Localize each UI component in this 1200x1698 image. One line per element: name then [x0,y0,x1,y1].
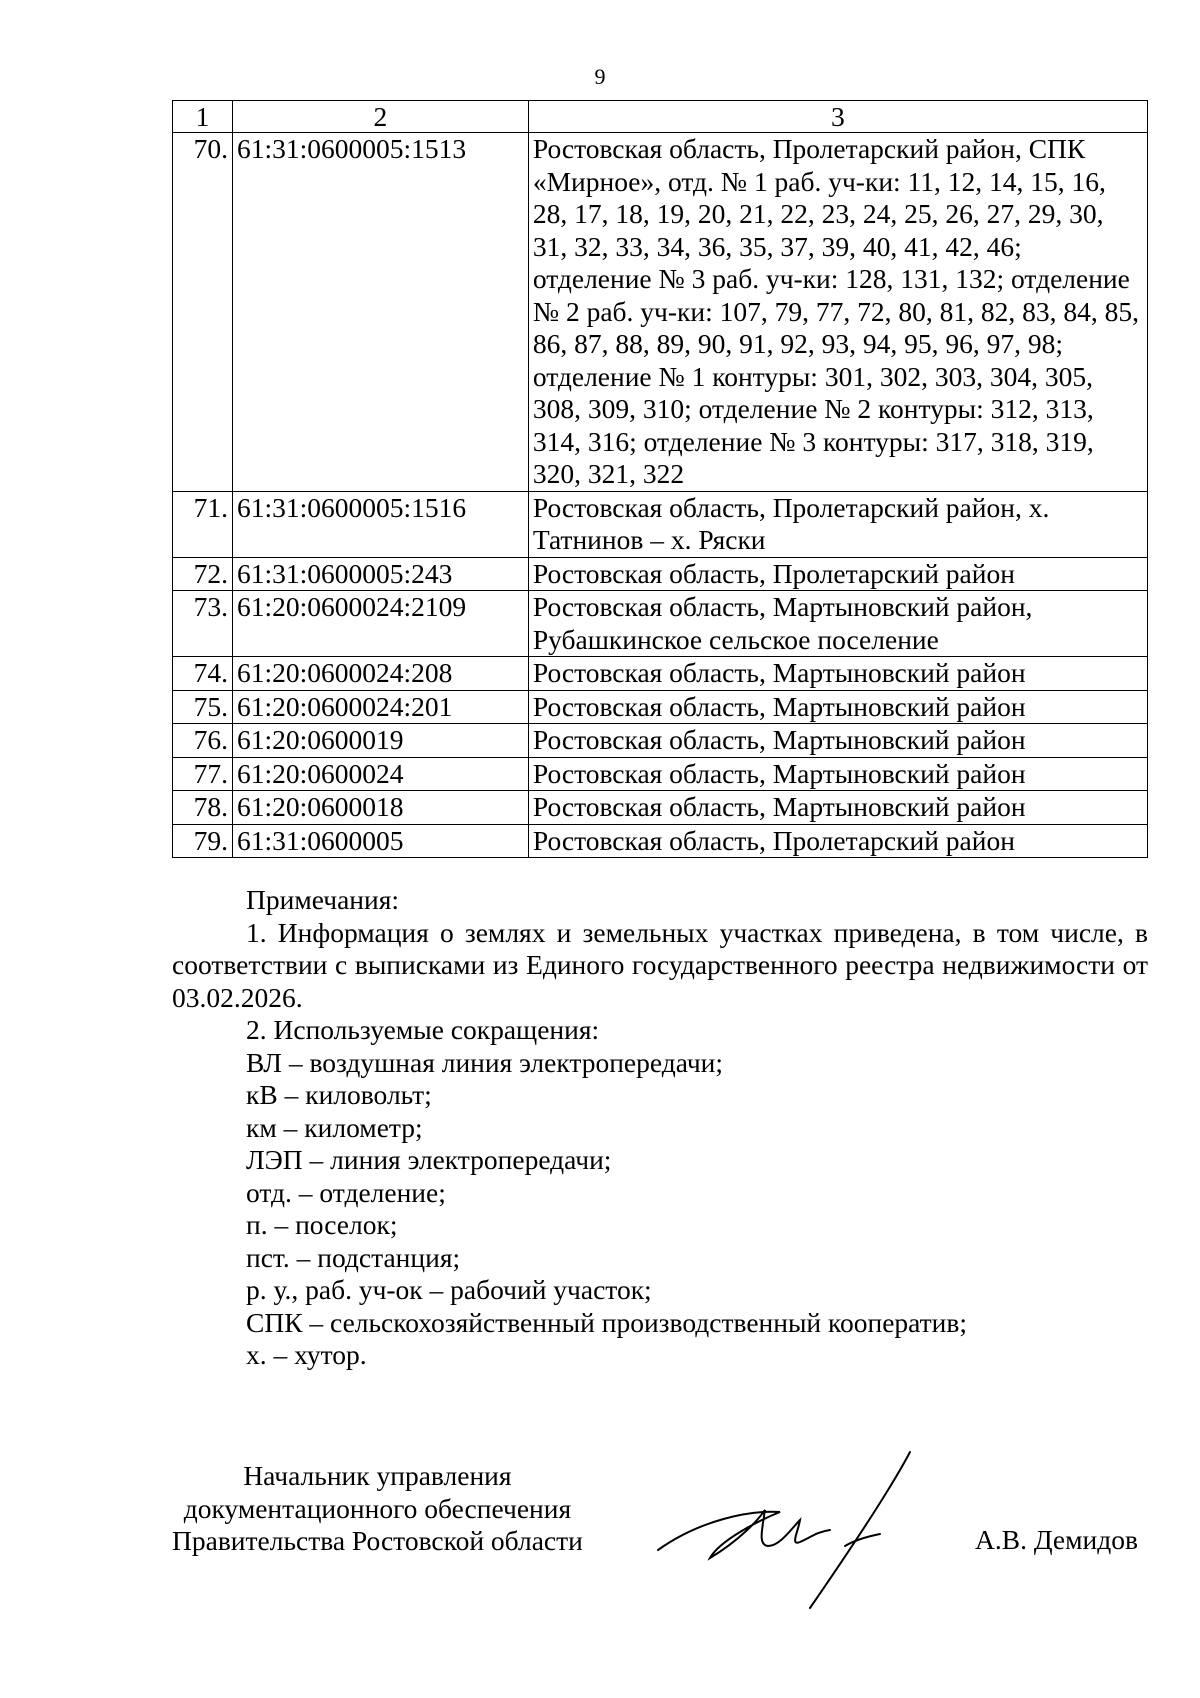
abbreviation-item: кВ – киловольт; [246,1079,432,1110]
address: Ростовская область, Мартыновский район [528,757,1147,791]
row-number: 77. [173,757,233,791]
table-header-row [173,101,1148,133]
header-col-3: 3 [528,101,1147,133]
abbreviation-item: СПК – сельскохозяйственный производственный кооператив; [246,1306,968,1338]
abbreviation-item: ВЛ – воздушная линия электропередачи; [246,1046,724,1078]
abbreviation-item: п. – поселок; [246,1209,398,1240]
address: Ростовская область, Мартыновский район [528,791,1147,825]
table-row [173,557,1148,591]
cadastral-number: 61:20:0600024:208 [232,657,528,691]
abbreviation-item: отд. – отделение; [246,1176,446,1208]
position-line: Начальник управления [243,1460,512,1491]
row-number: 75. [173,690,233,724]
cadastral-number: 61:20:0600024 [232,757,528,791]
abbreviation-item: х. – хутор. [246,1339,367,1370]
cadastral-number: 61:20:0600019 [232,724,528,758]
notes-heading: Примечания: [246,884,400,915]
row-number: 74. [173,657,233,691]
abbreviation-item: пст. – подстанция; [246,1241,461,1273]
cadastral-number: 61:20:0600024:2109 [232,591,528,657]
row-number: 76. [173,724,233,758]
note-1: 1. Информация о землях и земельных участках приведена, в том числе, в соответствии с выписками из Единого государственного реестра недвижимости от 03.02.2026. [172,916,1148,1013]
table-row [173,657,1148,691]
position-line: документационного обеспечения [183,1492,572,1524]
table-row [173,133,1148,492]
address: Ростовская область, Пролетарский район, СПК «Мирное», отд. № 1 раб. уч-ки: 11, 12, 14, 15, 16, 28, 17, 18, 19, 20, 21, 22, 23, 24, 25, 26, 27, 29, 30, 31, 32, 33, 34, 36, 35, 37, 39, 40, 41, 42, 46; отделение № 3 раб. уч-ки: 128, 131, 132; отделение № 2 раб. уч-ки: 107, 79, 77, 72, 80, 81, 82, 83, 84, 85, 86, 87, 88, 89, 90, 91, 92, 93, 94, 95, 96, 97, 98; отделение № 1 контуры: 301, 302, 303, 304, 305, 308, 309, 310; отделение № 2 контуры: 312, 313, 314, 316; отделение № 3 контуры: 317, 318, 319, 320, 321, 322 [528,133,1147,492]
row-number: 79. [173,824,233,858]
page-number: 9 [594,64,606,89]
table-row [173,791,1148,825]
address: Ростовская область, Мартыновский район [528,724,1147,758]
abbreviation-item: ЛЭП – линия электропередачи; [246,1144,612,1175]
registry-table [172,100,1148,858]
table-row [173,491,1148,557]
row-number: 72. [173,557,233,591]
table-row [173,591,1148,657]
row-number: 78. [173,791,233,825]
address: Ростовская область, Пролетарский район, х. Татнинов – х. Ряски [528,491,1147,557]
abbreviation-item: км – километр; [246,1111,423,1143]
header-col-2: 2 [232,101,528,133]
cadastral-number: 61:31:0600005:1513 [232,133,528,492]
row-number: 73. [173,591,233,657]
table-row [173,757,1148,791]
cadastral-number: 61:20:0600018 [232,791,528,825]
abbreviation-item: р. у., раб. уч-ок – рабочий участок; [246,1274,652,1305]
signer-position [172,1460,583,1558]
cadastral-number: 61:31:0600005 [232,824,528,858]
cadastral-number: 61:31:0600005:243 [232,557,528,591]
address: Ростовская область, Мартыновский район [528,690,1147,724]
table-row [173,824,1148,858]
address: Ростовская область, Пролетарский район [528,557,1147,591]
table-row [173,690,1148,724]
address: Ростовская область, Пролетарский район [528,824,1147,858]
header-col-1: 1 [173,101,233,133]
signer-name: А.В. Демидов [975,1524,1138,1555]
position-line: Правительства Ростовской области [172,1525,583,1556]
cadastral-number: 61:31:0600005:1516 [232,491,528,557]
note-2-heading: 2. Используемые сокращения: [246,1014,600,1045]
table-row [173,724,1148,758]
handwritten-signature [640,1450,940,1610]
address: Ростовская область, Мартыновский район, Рубашкинское сельское поселение [528,591,1147,657]
row-number: 71. [173,491,233,557]
address: Ростовская область, Мартыновский район [528,657,1147,691]
row-number: 70. [173,133,233,492]
notes-section [172,884,1148,1372]
cadastral-number: 61:20:0600024:201 [232,690,528,724]
